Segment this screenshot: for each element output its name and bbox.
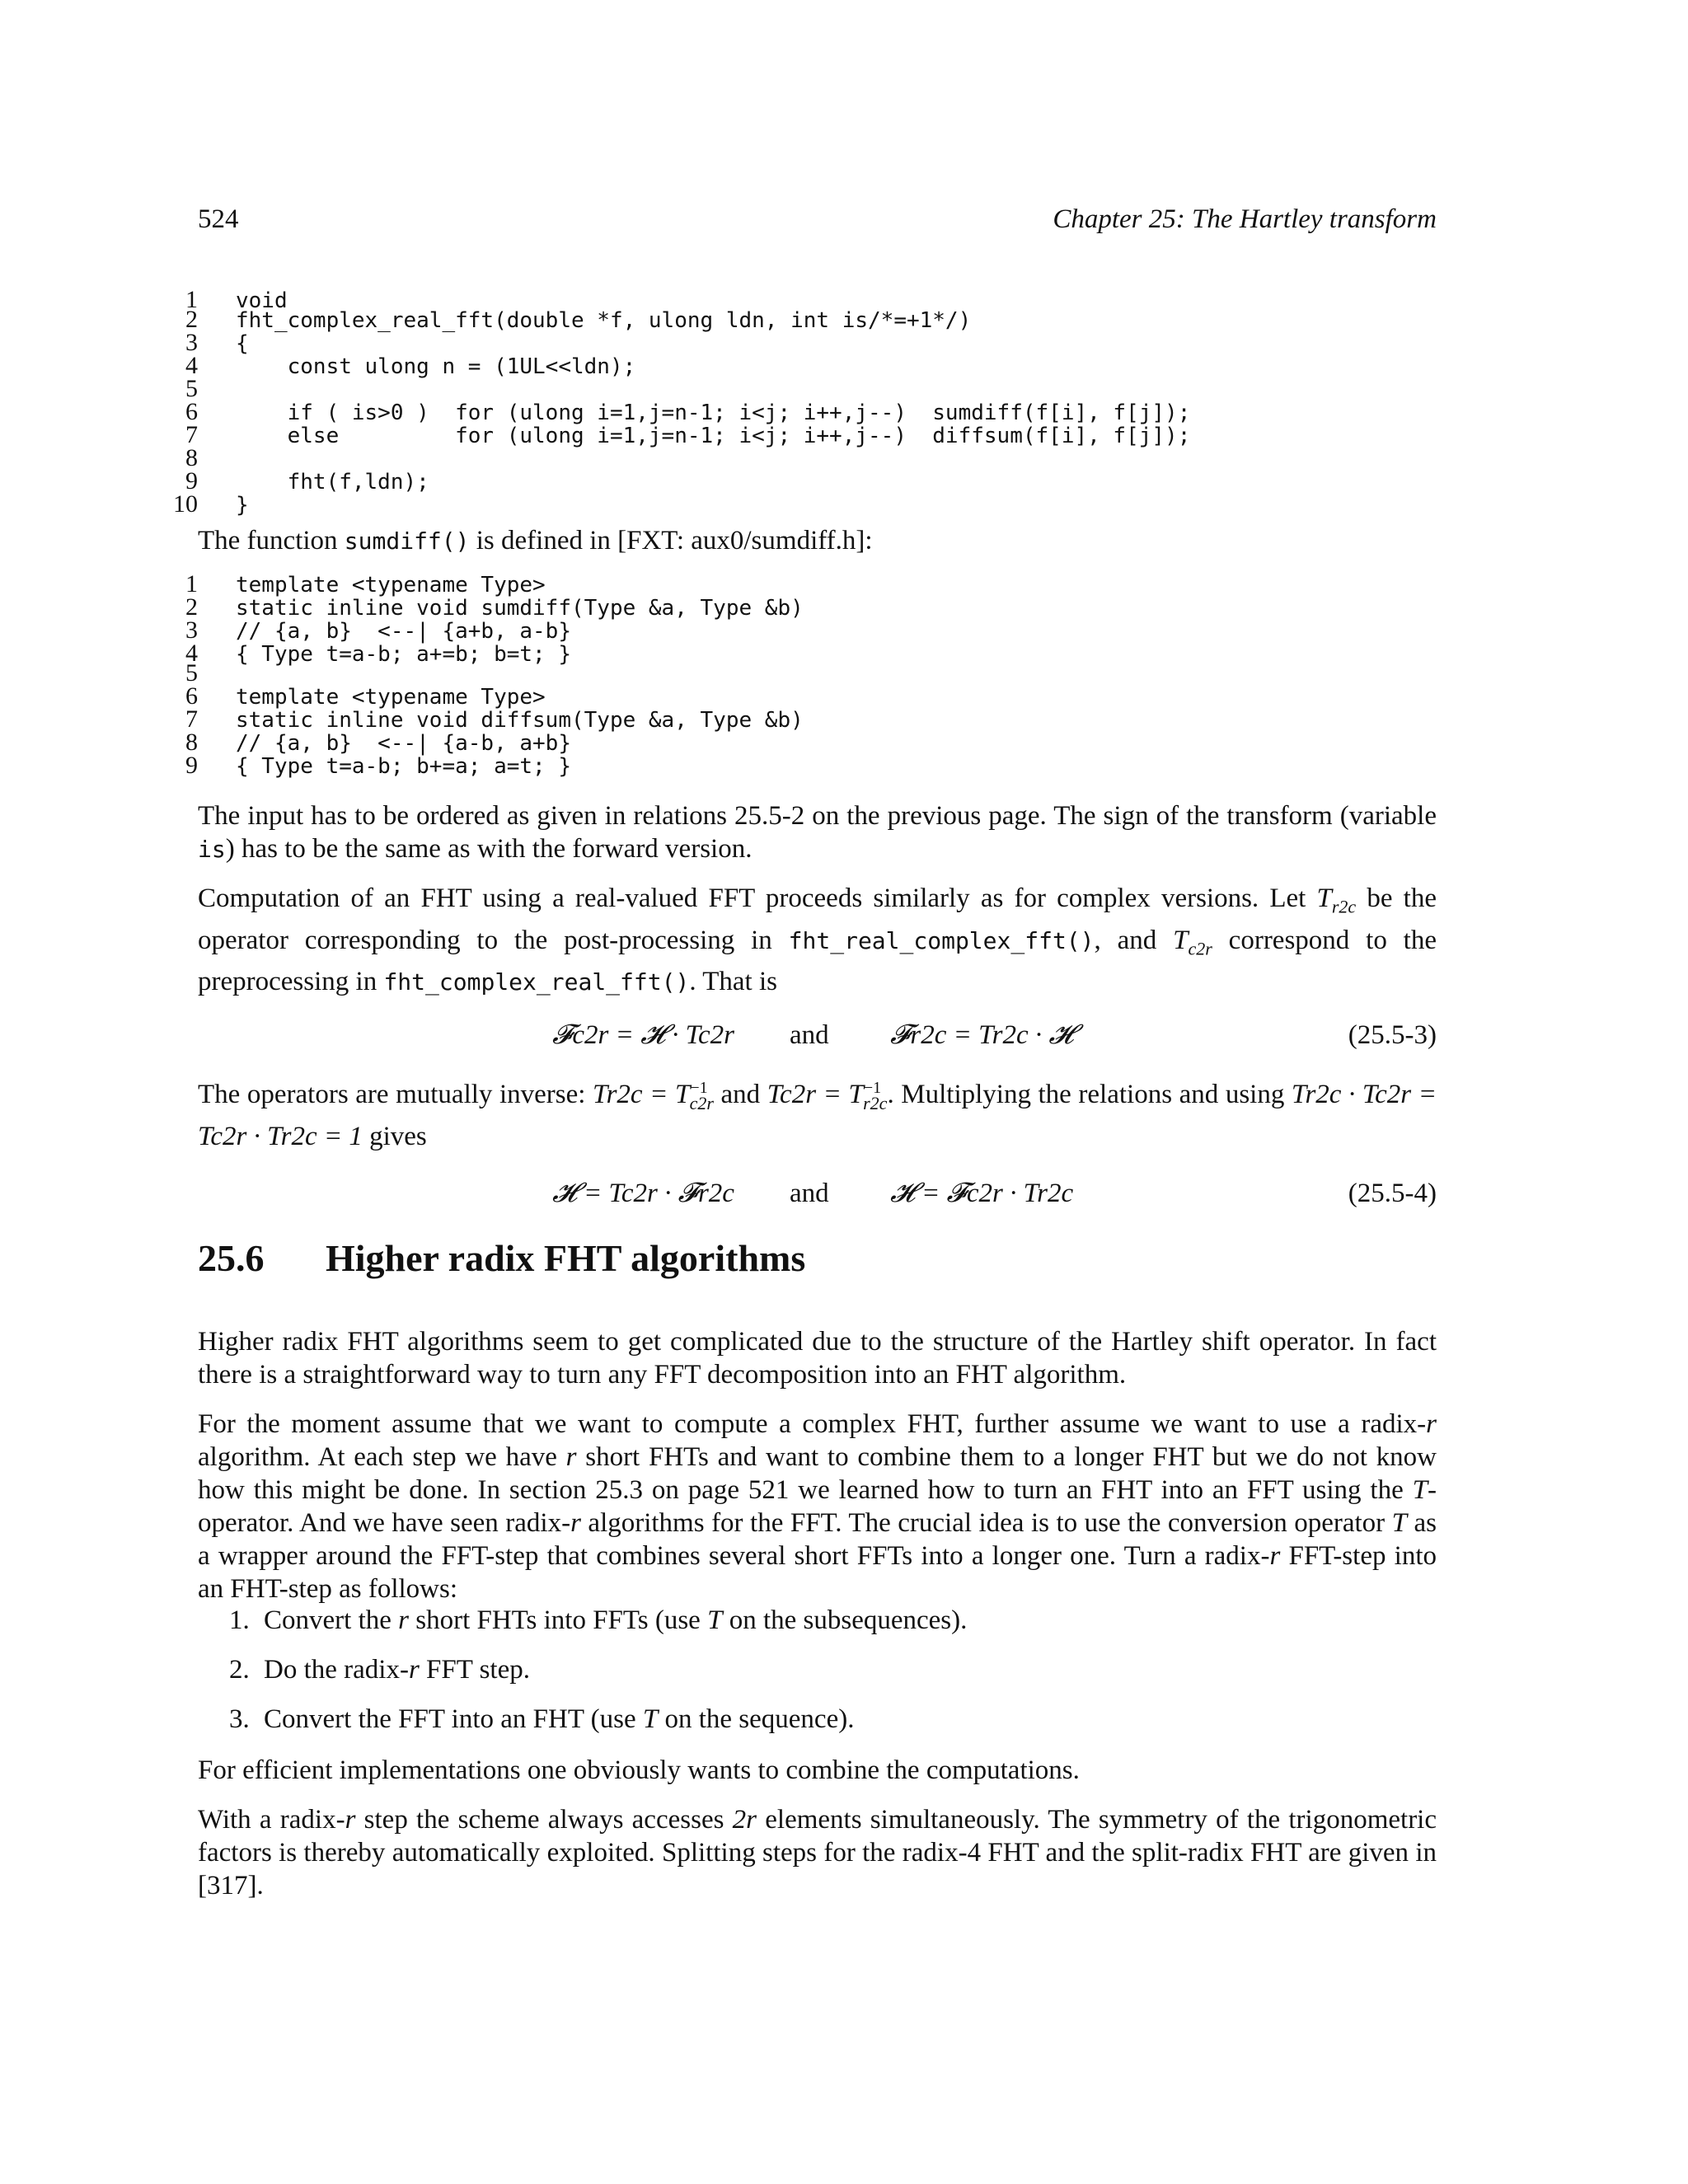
text: elements simultaneously. The symmetry of the trigonometric factors is thereby automatically exploited. Splitting steps for the radix-4 FHT and the split-radix FHT are given in [317]. — [198, 1805, 1437, 1900]
equation-and: and — [790, 1020, 829, 1050]
line-number: 3 — [185, 616, 198, 644]
code-text: fht_complex_real_fft(double *f, ulong ldn, int is/*=+1*/) — [236, 308, 972, 333]
text: on the subsequences). — [722, 1605, 968, 1635]
code-text: void — [236, 288, 288, 313]
text: be the operator corresponding to the post-processing in — [198, 883, 1437, 955]
code-line — [165, 308, 1401, 332]
line-number: 1 — [185, 286, 198, 313]
text: Convert the FFT into an FHT (use — [264, 1704, 643, 1734]
variable: r — [1426, 1409, 1437, 1439]
text: FFT step. — [419, 1655, 530, 1685]
code-text: } — [236, 493, 249, 518]
line-number: 4 — [185, 352, 198, 379]
operator-symbol: T — [1173, 925, 1189, 955]
text: . That is — [689, 967, 777, 997]
code-text: if ( is>0 ) for (ulong i=1,j=n-1; i<j; i++,j--) sumdiff(f[i], f[j]); — [236, 401, 1191, 425]
text: Do the radix- — [264, 1655, 409, 1685]
paragraph-mutually-inverse — [198, 1071, 1437, 1153]
text: and — [713, 1080, 767, 1109]
superscript: −1 — [863, 1079, 882, 1097]
superscript: −1 — [690, 1079, 708, 1097]
equation-lhs: 𝓗 = Tc2r · 𝓕r2c — [552, 1179, 734, 1208]
text: is defined in [FXT: aux0/sumdiff.h]: — [469, 526, 873, 555]
formula: Tc2r = T — [767, 1080, 864, 1109]
code-text: static inline void sumdiff(Type &a, Type &b) — [236, 596, 804, 621]
text: The function — [198, 526, 345, 555]
code-line — [165, 421, 1401, 448]
text: For efficient implementations one obviously wants to combine the computations. — [198, 1755, 1080, 1785]
variable: r — [565, 1442, 577, 1472]
text: ) has to be the same as with the forward version. — [225, 834, 753, 864]
code-text: // {a, b} <--| {a-b, a+b} — [236, 731, 571, 756]
equation-25-5-3 — [198, 1020, 1437, 1057]
text: . Multiplying the relations and using — [887, 1080, 1292, 1109]
running-header — [198, 204, 1437, 241]
paragraph-complex-fht — [198, 1408, 1437, 1605]
line-number: 5 — [185, 375, 198, 402]
paragraph-higher-radix — [198, 1325, 1437, 1391]
formula: Tr2c · Tc2r = Tc2r · Tr2c = 1 — [198, 1080, 1437, 1151]
text: Higher radix FHT algorithms seem to get complicated due to the structure of the Hartley shift operator. In fact there is a straightforward way to turn any FFT decomposition into an FHT algorithm. — [198, 1327, 1437, 1390]
text: FFT-step into an FHT-step as follows: — [198, 1541, 1437, 1604]
line-number: 10 — [173, 490, 198, 518]
code-line — [165, 354, 1401, 378]
variable: r — [345, 1805, 356, 1835]
code-line — [165, 398, 1401, 425]
line-number: 8 — [185, 729, 198, 756]
inline-code: fht_real_complex_fft() — [788, 926, 1095, 954]
equation-number: (25.5-4) — [1348, 1179, 1437, 1208]
code-line — [165, 616, 1401, 644]
line-number: 8 — [185, 444, 198, 471]
page-number: 524 — [198, 204, 239, 234]
text: algorithms for the FFT. The crucial idea is to use the conversion operator — [580, 1508, 1392, 1538]
code-line — [165, 467, 1401, 494]
text: short FHTs and want to combine them to a longer FHT but we do not know how this might be done. In section 25.3 on page 521 we learned how to turn an FHT into an FFT using the — [198, 1442, 1437, 1505]
text: algorithm. At each step we have — [198, 1442, 566, 1472]
code-line — [165, 377, 1401, 401]
equation-25-5-4 — [198, 1179, 1437, 1215]
line-number: 7 — [185, 705, 198, 733]
text: as a wrapper around the FFT-step that combines several short FFTs into a longer one. Turn a radix- — [198, 1508, 1437, 1571]
code-line — [165, 754, 1401, 778]
code-line — [165, 490, 1401, 518]
line-number: 2 — [185, 306, 198, 333]
equation-lhs: 𝓕c2r = 𝓗 · Tc2r — [552, 1020, 734, 1050]
equation-number: (25.5-3) — [1348, 1020, 1437, 1050]
subscript: c2r — [689, 1092, 714, 1113]
code-text: template <typename Type> — [236, 573, 546, 598]
equation-rhs: 𝓕r2c = Tr2c · 𝓗 — [890, 1020, 1074, 1050]
line-number: 9 — [185, 752, 198, 779]
paragraph-sumdiff-intro — [198, 524, 1437, 558]
code-line — [165, 731, 1401, 755]
equation-and: and — [790, 1179, 829, 1208]
text: Convert the — [264, 1605, 399, 1635]
subscript: c2r — [1188, 938, 1212, 959]
variable: r — [570, 1508, 581, 1538]
variable: r — [1269, 1541, 1281, 1571]
variable: T — [707, 1605, 723, 1635]
text: The operators are mutually inverse: — [198, 1080, 593, 1109]
code-line — [165, 593, 1401, 621]
code-text: // {a, b} <--| {a+b, a-b} — [236, 619, 571, 644]
code-line — [165, 331, 1401, 355]
code-line — [165, 659, 1401, 687]
code-text: template <typename Type> — [236, 685, 546, 710]
list-number: 1. — [229, 1605, 250, 1635]
line-number: 6 — [185, 682, 198, 710]
variable: r — [398, 1605, 409, 1635]
code-text: { — [236, 331, 249, 356]
line-number: 2 — [185, 593, 198, 621]
section-heading — [198, 1236, 805, 1280]
code-text: static inline void diffsum(Type &a, Type &b) — [236, 708, 804, 733]
code-text: fht(f,ldn); — [236, 470, 429, 494]
text: -operator. And we have seen radix- — [198, 1475, 1437, 1538]
text: step the scheme always accesses — [355, 1805, 733, 1835]
text: short FHTs into FFTs (use — [408, 1605, 708, 1635]
line-number: 4 — [185, 640, 198, 667]
line-number: 7 — [185, 421, 198, 448]
inline-code: sumdiff() — [344, 527, 470, 555]
text: Computation of an FHT using a real-valued FFT proceeds similarly as for complex versions. Let — [198, 883, 1317, 913]
text: , and — [1094, 925, 1174, 955]
section-title: Higher radix FHT algorithms — [326, 1237, 806, 1279]
list-number: 3. — [229, 1704, 250, 1734]
list-item — [229, 1605, 967, 1636]
line-number: 5 — [185, 659, 198, 687]
text: With a radix- — [198, 1805, 345, 1835]
text: on the sequence). — [658, 1704, 855, 1734]
inline-code: is — [198, 836, 226, 863]
line-number: 1 — [185, 570, 198, 598]
subscript: r2c — [863, 1092, 888, 1113]
paragraph-radix-step — [198, 1803, 1437, 1902]
code-text: { Type t=a-b; b+=a; a=t; } — [236, 754, 571, 779]
chapter-title: Chapter 25: The Hartley transform — [1053, 204, 1437, 234]
line-number: 9 — [185, 467, 198, 494]
text: The input has to be ordered as given in relations 25.5-2 on the previous page. The sign of the transform (variable — [198, 801, 1437, 831]
paragraph-efficient — [198, 1754, 1437, 1787]
variable: T — [642, 1704, 659, 1734]
inline-code: fht_complex_real_fft() — [383, 968, 690, 996]
list-item — [229, 1704, 854, 1735]
list-item — [229, 1655, 530, 1685]
paragraph-input-order — [198, 799, 1437, 866]
code-line — [165, 444, 1401, 471]
text: For the moment assume that we want to compute a complex FHT, further assume we want to use a radix- — [198, 1409, 1427, 1439]
variable: T — [1391, 1508, 1407, 1538]
list-number: 2. — [229, 1655, 250, 1685]
formula: Tr2c = T — [593, 1080, 691, 1109]
operator-symbol: T — [1316, 883, 1332, 913]
code-line — [165, 705, 1401, 733]
code-line — [165, 682, 1401, 710]
text: gives — [362, 1121, 427, 1151]
section-number: 25.6 — [198, 1237, 265, 1279]
code-text: { Type t=a-b; a+=b; b=t; } — [236, 642, 571, 667]
variable: r — [408, 1655, 420, 1685]
variable: 2r — [732, 1805, 757, 1835]
code-text: const ulong n = (1UL<<ldn); — [236, 354, 636, 379]
subscript: r2c — [1331, 896, 1357, 917]
text: correspond to the preprocessing in — [198, 925, 1437, 997]
paragraph-real-fft — [198, 882, 1437, 999]
variable: T — [1412, 1475, 1428, 1505]
code-text: else for (ulong i=1,j=n-1; i<j; i++,j--) diffsum(f[i], f[j]); — [236, 424, 1191, 448]
line-number: 3 — [185, 329, 198, 356]
line-number: 6 — [185, 398, 198, 425]
code-line — [165, 570, 1401, 598]
equation-rhs: 𝓗 = 𝓕c2r · Tr2c — [890, 1179, 1074, 1208]
